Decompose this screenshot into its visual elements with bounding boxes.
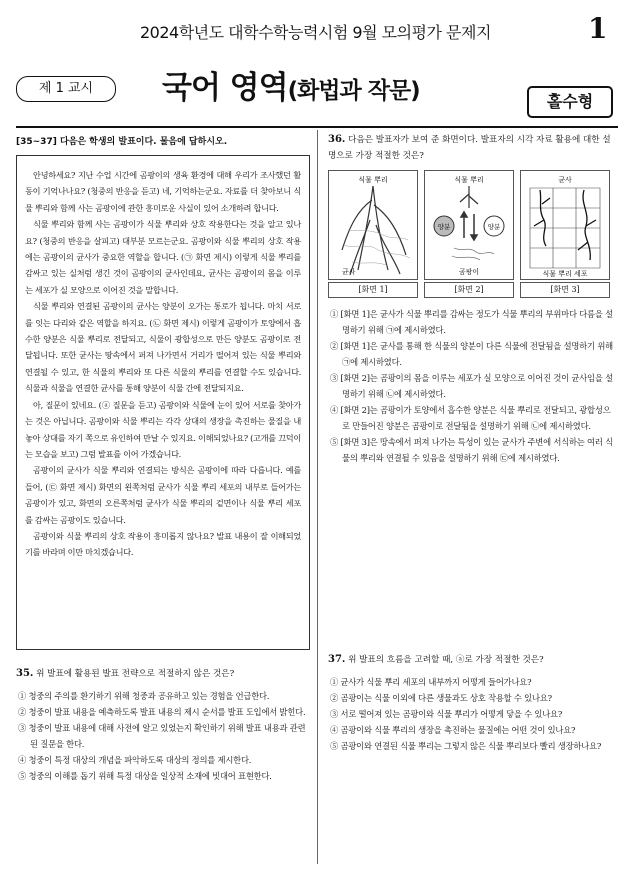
option[interactable]: ② 곰팡이는 식물 이외에 다른 생물과도 상호 작용할 수 있나요? <box>330 693 552 703</box>
q35-options <box>16 688 310 784</box>
root-cell-hyphae-illustration <box>520 170 610 280</box>
figure-screen-2 <box>424 170 514 298</box>
passage-paragraph: 아, 질문이 있네요. (ⓐ 질문을 듣고) 곰팡이와 식물에 눈이 있어 서로를 찾아가는 것은 아닙니다. 곰팡이와 식물 뿌리는 각각 상대의 생장을 촉진하는 물질을 내놓아 상대를 자기 쪽으로 유인하여 만날 수 있지요. 이해되었나요? (고개를 끄덕이는 모습을 보고) 그럼 발표를 이어 가겠습니다. <box>25 399 301 459</box>
option[interactable]: ① [화면 1]은 균사가 식물 뿌리를 감싸는 정도가 식물 뿌리의 부위마다 다름을 설명하기 위해 ㉠에 제시하였다. <box>330 309 613 335</box>
option[interactable]: ③ 청중이 발표 내용에 대해 사전에 알고 있었는지 확인하기 위해 발표 내용과 관련된 질문을 한다. <box>18 723 306 749</box>
question-stem: 위 발표의 흐름을 고려할 때, ⓐ로 가장 적절한 것은? <box>348 655 544 665</box>
question-number: 37. <box>328 654 346 665</box>
roots-hyphae-illustration <box>328 170 418 280</box>
option[interactable]: ② 청중이 발표 내용을 예측하도록 발표 내용의 제시 순서를 발표 도입에서 밝힌다. <box>18 707 306 717</box>
passage-paragraph: 식물 뿌리와 연결된 곰팡이의 균사는 양분이 오가는 통로가 됩니다. 마치 서로를 잇는 다리와 같은 역할을 하지요. (㉡ 화면 제시) 이렇게 곰팡이가 토양에서 흡수한 양분은 식물 뿌리로 전달되고, 식물이 광합성으로 만든 양분도 곰팡이로 전달됩니다. 또한 균사는 땅속에서 퍼져 나가면서 거리가 떨어져 있는 식물 뿌리와 연결될 수 있고, 한 식물의 뿌리와 또 다른 식물의 뿌리를 연결할 수도 있습니다. 식물과 식물을 연결한 균사를 통해 양분이 식물 간에 전달되지요. <box>25 301 301 394</box>
passage-paragraph: 안녕하세요? 지난 수업 시간에 곰팡이의 생육 환경에 대해 우리가 조사했던 활동이 기억나나요? (청중의 반응을 듣고) 네, 기억하는군요. 자료를 더 찾아보니 식물 뿌리와 함께 사는 곰팡이에 관한 흥미로운 사실이 있어 소개하려 합니다. <box>25 170 301 213</box>
nutrient-exchange-illustration <box>424 170 514 280</box>
question-stem: 다음은 발표자가 보여 준 화면이다. 발표자의 시각 자료 활용에 대한 설명으로 가장 적절한 것은? <box>328 135 611 161</box>
session-badge: 제 1 교시 <box>16 76 116 102</box>
right-column <box>328 132 616 754</box>
q36-options <box>328 306 616 466</box>
figure-label: 식물 뿌리 <box>454 176 484 184</box>
figure-label: 곰팡이 <box>458 268 480 276</box>
figure-label: 균사 <box>342 268 356 276</box>
option[interactable]: ① 균사가 식물 뿌리 세포의 내부까지 어떻게 들어가나요? <box>330 677 532 687</box>
exam-title: 2024학년도 대학수학능력시험 9월 모의평가 문제지 <box>140 23 491 42</box>
option[interactable]: ④ [화면 2]는 곰팡이가 토양에서 흡수한 양분은 식물 뿌리로 전달되고, 광합성으로 만들어진 양분은 곰팡이로 전달됨을 설명하기 위해 ㉡에 제시하였다. <box>330 405 611 431</box>
figure-label: 양분 <box>487 223 501 231</box>
q37-options <box>328 674 616 754</box>
page-number: 1 <box>588 12 608 45</box>
exam-type-box: 홀수형 <box>527 86 613 118</box>
question-number: 35. <box>16 668 34 679</box>
passage-paragraph: 식물 뿌리와 함께 사는 곰팡이가 식물 뿌리와 상호 작용한다는 것을 알고 있나요? (청중의 반응을 살피고) 대부분 모르는군요. 곰팡이와 식물 뿌리의 상호 작용에는 곰팡이의 균사가 중요한 역할을 합니다. (㉠ 화면 제시) 이렇게 식물 뿌리를 감싸고 있는 실처럼 생긴 것이 곰팡이의 균사인데요, 균사는 곰팡이의 몸을 이루는 세포가 실 모양으로 이어진 것을 말합니다. <box>25 219 301 295</box>
option[interactable]: ③ 서로 떨어져 있는 곰팡이와 식물 뿌리가 어떻게 닿을 수 있나요? <box>330 709 563 719</box>
speech-passage <box>16 155 310 650</box>
screen-figures <box>328 170 616 298</box>
question-number: 36. <box>328 134 346 145</box>
figure-caption: [화면 3] <box>520 282 610 298</box>
option[interactable]: ⑤ [화면 3]은 땅속에서 퍼져 나가는 특성이 있는 균사가 주변에 서식하는 여러 식물의 뿌리와 연결될 수 있음을 설명하기 위해 ㉢에 제시하였다. <box>330 437 613 463</box>
figure-label: 식물 뿌리 세포 <box>542 270 588 278</box>
figure-screen-1 <box>328 170 418 298</box>
set-instruction: [35~37] 다음은 학생의 발표이다. 물음에 답하시오. <box>16 137 228 147</box>
figure-screen-3 <box>520 170 610 298</box>
figure-caption: [화면 1] <box>328 282 418 298</box>
passage-paragraph: 곰팡이의 균사가 식물 뿌리와 연결되는 방식은 곰팡이에 따라 다릅니다. 예를 들어, (㉢ 화면 제시) 화면의 왼쪽처럼 균사가 식물 뿌리 세포의 내부로 들어가는 곰팡이가 있고, 화면의 오른쪽처럼 균사가 식물 뿌리의 겉면이나 식물 뿌리 세포를 감싸는 곰팡이도 있습니다. <box>25 465 301 525</box>
figure-label: 균사 <box>558 176 572 184</box>
subject-main: 국어 영역 <box>162 70 288 106</box>
option[interactable]: ⑤ 곰팡이와 연결된 식물 뿌리는 그렇지 않은 식물 뿌리보다 빨리 생장하나요? <box>330 741 602 751</box>
header-divider <box>16 126 618 128</box>
column-divider <box>317 130 318 864</box>
option[interactable]: ① 청중의 주의를 환기하기 위해 청중과 공유하고 있는 경험을 언급한다. <box>18 691 270 701</box>
left-column <box>16 132 310 784</box>
option[interactable]: ④ 청중이 특정 대상의 개념을 파악하도록 대상의 정의를 제시한다. <box>18 755 252 765</box>
subject-sub: (화법과 작문) <box>287 78 420 104</box>
question-37 <box>328 652 616 668</box>
question-36 <box>328 132 616 164</box>
subject-title <box>162 62 420 107</box>
option[interactable]: ③ [화면 2]는 곰팡이의 몸을 이루는 세포가 실 모양으로 이어진 것이 균사임을 설명하기 위해 ㉡에 제시하였다. <box>330 373 613 399</box>
question-stem: 위 발표에 활용된 발표 전략으로 적절하지 않은 것은? <box>36 669 235 679</box>
question-35 <box>16 666 310 682</box>
figure-label: 양분 <box>437 223 451 231</box>
figure-caption: [화면 2] <box>424 282 514 298</box>
option[interactable]: ② [화면 1]은 균사를 통해 한 식물의 양분이 다른 식물에 전달됨을 설명하기 위해 ㉠에 제시하였다. <box>330 341 613 367</box>
option[interactable]: ④ 곰팡이와 식물 뿌리의 생장을 촉진하는 물질에는 어떤 것이 있나요? <box>330 725 576 735</box>
figure-label: 식물 뿌리 <box>358 176 388 184</box>
passage-paragraph: 곰팡이와 식물 뿌리의 상호 작용이 흥미롭지 않나요? 발표 내용이 잘 이해되었기를 바라며 이만 마치겠습니다. <box>25 530 301 558</box>
option[interactable]: ⑤ 청중의 이해를 돕기 위해 특정 대상을 일상적 소재에 빗대어 표현한다. <box>18 771 272 781</box>
